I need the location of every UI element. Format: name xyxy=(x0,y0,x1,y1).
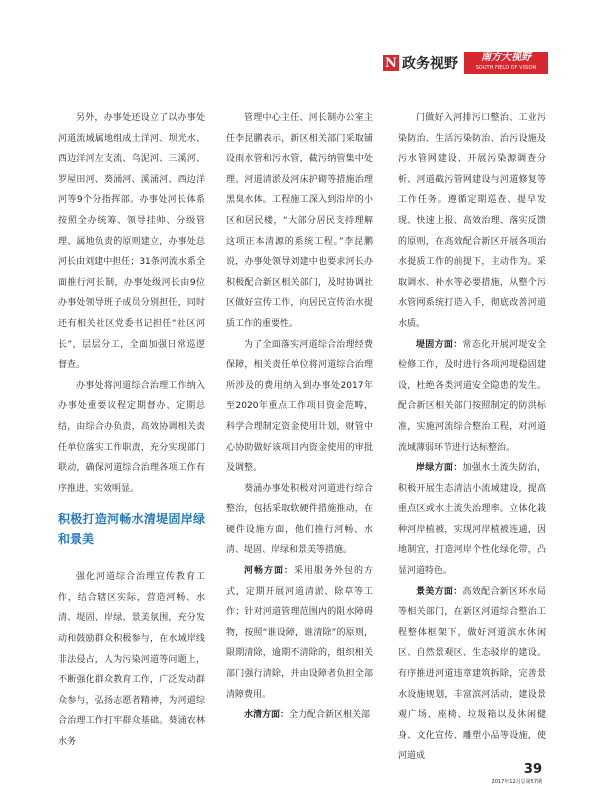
magazine-logo-icon: N xyxy=(383,55,399,71)
paragraph-text: 采用服务外包的方式，定期开展河道清淤、除草等工作；针对河道管理范围内的阻水障碍物，按照“谁设障，谁清除”的原则，限期清除，逾期不清除的，组织相关部门强行清除，并由设障者负担全部清障费用。 xyxy=(226,566,373,700)
paragraph xyxy=(398,582,546,767)
page-header xyxy=(383,52,548,74)
paragraph: 门做好入河排污口整治、工业污染防治、生活污染防治、治污设施及污水管网建设、开展污染源调查分析、河道截污管网建设与河道修复等工作任务。遵循定期巡查、提早发现、快速上报、高效治理、落实反馈的原则，在高效配合新区开展各项治水提质工作的前提下，主动作为。采取调水、补水等必要措施，从整个污水管网系统打造入手，彻底改善河道水质。 xyxy=(398,113,546,329)
paragraph-text: 全力配合新区相关部 xyxy=(289,710,371,721)
page-footer xyxy=(470,762,542,786)
paragraph: 为了全面落实河道综合治理经费保障，相关责任单位将河道综合治理所涉及的费用纳入到办事处2017年至2020年重点工作项目资金范畴，科学合理制定资金使用计划，财管中心协助做好该项目内资金使用的审批及调整。 xyxy=(226,339,373,474)
paragraph: 强化河道综合治理宣传教育工作，结合辖区实际，营造河畅、水清、堤固、岸绿、景美氛围，充分发动和鼓励群众积极参与，在水域岸线非法侵占，人为污染河道等问题上，不断强化群众教育工作，广泛发动群众参与，弘扬志愿者精神，为河道综合治理工作打牢群众基础。葵涌农林水务 xyxy=(58,572,205,748)
page-number: 39 xyxy=(523,762,542,777)
paragraph: 葵涌办事处积极对河道进行综合整治，包括采取软硬件措施推动，在硬件设施方面，他们推行河畅、水清、堤固、岸绿和景美等措施。 xyxy=(226,483,373,556)
paragraph xyxy=(226,705,373,726)
brand-name-en: SOUTH FIELD OF VISION xyxy=(475,65,537,71)
section-heading: 积极打造河畅水清堤固岸绿和景美 xyxy=(58,512,205,547)
paragraph-label: 景美方面： xyxy=(416,586,463,597)
column-2 xyxy=(226,108,373,726)
paragraph-label: 河畅方面： xyxy=(244,566,294,577)
section-name: 政务视野 xyxy=(402,56,458,72)
paragraph: 管理中心主任、河长制办公室主任李昆鹏表示，新区相关部门采取铺设雨水管和污水管，截污纳管集中处理、河道清淤及河床护砌等措施治理黑臭水体。工程施工深入到沿岸的小区和居民楼，“大部分居民支持理解这项正本清源的系统工程。”李昆鹏说，办事处领导刘建中也要求河长办积极配合新区相关部门，及时协调社区做好宣传工作，向居民宣传治水提质工作的重要性。 xyxy=(226,113,373,329)
paragraph-label: 岸绿方面： xyxy=(416,463,463,474)
issue-info: 2017年12月总第57期 xyxy=(491,779,542,785)
brand-name-cn: 南方大视野 xyxy=(481,52,531,63)
column-3 xyxy=(398,108,546,767)
paragraph: 办事处将河道综合治理工作纳入办事处重要议程定期督办、定期总结，由综合办负责，高效协调相关责任单位落实工作职责，充分实现部门联动，确保河道综合治理各项工作有序推进、实效明显。 xyxy=(58,380,205,494)
paragraph xyxy=(398,458,546,582)
paragraph xyxy=(398,335,546,459)
paragraph-text: 高效配合新区环水局等相关部门，在新区河道综合整治工程整体框架下，做好河道滨水休闲区、自然景观区、生态驳岸的建设。有序推进河道违章建筑拆除，完善景水设施规划，丰富滨河活动，建设景观广场、座椅、垃圾箱以及休闲健身、文化宣传、雕塑小品等设施，使河道成 xyxy=(398,586,546,762)
paragraph-label: 堤固方面： xyxy=(416,339,463,350)
paragraph: 另外，办事处还设立了以办事处河道流域属地组成土洋河、坝光水、西边洋河左支流、乌泥河、三溪河、罗屋田河、葵涌河、溪涌河、西边洋河等9个分指挥部。办事处河长体系按照全办统筹、领导挂帅、分级管理、属地负责的原则建立，办事处总河长由刘建中担任；31条河流水系全面推行河长制，办事处级河长由9位办事处领导班子成员分别担任，同时还有相关社区党委书记担任“社区河长”，层层分工，全面加强日常巡逻督查。 xyxy=(58,113,205,371)
paragraph-text: 常态化开展河堤安全检修工作，及时进行各项河堤稳固建设，杜绝各类河道安全隐患的发生。配合新区相关部门按照制定的防洪标准，实施河流综合整治工程，对河道流域薄弱环节进行达标整治。 xyxy=(398,339,546,453)
paragraph-text: 加强水土流失防治，积极开展生态清洁小流域建设，提高重点区或水土流失治理率。立体化栽种河岸植被，实现河岸植被连通，因地制宜，打造河岸个性化绿化带，凸显河道特色。 xyxy=(398,463,546,577)
paragraph-label: 水清方面： xyxy=(244,710,290,721)
brand-badge xyxy=(464,52,548,74)
column-1 xyxy=(58,108,205,753)
paragraph xyxy=(226,561,373,705)
